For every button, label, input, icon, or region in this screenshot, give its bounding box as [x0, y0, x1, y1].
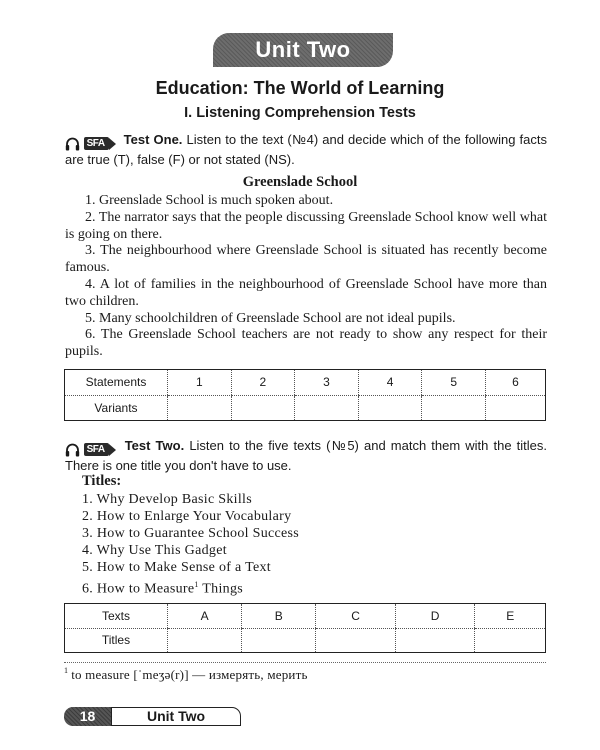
answer-table-one	[64, 369, 546, 421]
page-number: 18	[64, 707, 111, 726]
answer-cell[interactable]	[168, 395, 232, 420]
headphones-icon	[65, 443, 80, 457]
footer-unit-label: Unit Two	[111, 707, 241, 726]
statement-item: 6. The Greenslade School teachers are not ready to show any respect for their pupils.	[65, 327, 547, 360]
answer-cell[interactable]	[231, 395, 295, 420]
answer-cell[interactable]	[485, 395, 545, 420]
column-header: D	[395, 604, 475, 628]
test-two-instruction	[65, 437, 547, 474]
test-one-label: Test One.	[123, 132, 183, 147]
title-item: 4. Why Use This Gadget	[82, 543, 227, 558]
title-item-6-text: 6. How to Measure	[82, 581, 195, 597]
arrow-right-icon	[109, 444, 116, 456]
test-one-icons	[65, 134, 116, 151]
row-header-statements: Statements	[65, 370, 168, 395]
statements-list	[65, 193, 547, 361]
test-two-icons	[65, 440, 116, 457]
title-item: 2. How to Enlarge Your Vocabulary	[82, 509, 292, 524]
column-header: A	[168, 604, 242, 628]
section-title: I. Listening Comprehension Tests	[184, 105, 416, 121]
title-item-6	[82, 576, 299, 598]
title-item: 1. Why Develop Basic Skills	[82, 492, 252, 507]
statement-item: 2. The narrator says that the people discussing Greenslade School know well what is going on there.	[65, 209, 547, 242]
answer-table-two	[64, 603, 546, 653]
footnote-text: to measure [ˈmeʒə(r)] — измерять, мерить	[71, 667, 308, 682]
sfa-badge: SFA	[84, 443, 109, 456]
text-title: Greenslade School	[242, 174, 358, 190]
headphones-icon	[65, 137, 80, 151]
answer-cell[interactable]	[168, 628, 242, 652]
footnote-mark: 1	[194, 580, 199, 589]
statement-item: 3. The neighbourhood where Greenslade School is situated has recently become famous.	[65, 243, 547, 276]
answer-cell[interactable]	[422, 395, 486, 420]
titles-list	[82, 491, 299, 598]
test-one-instruction	[65, 131, 547, 168]
titles-label: Titles:	[82, 473, 122, 489]
title-item-6-tail: Things	[202, 581, 243, 597]
column-header: 3	[295, 370, 359, 395]
footnote-divider	[64, 662, 546, 663]
column-header: B	[242, 604, 316, 628]
column-header: 2	[231, 370, 295, 395]
answer-cell[interactable]	[316, 628, 396, 652]
statement-item: 1. Greenslade School is much spoken about.	[85, 193, 334, 208]
answer-cell[interactable]	[295, 395, 359, 420]
answer-cell[interactable]	[395, 628, 475, 652]
row-header-titles: Titles	[101, 633, 131, 648]
statement-item: 4. A lot of families in the neighbourhood of Greenslade School have more than two children.	[65, 276, 547, 309]
answer-cell[interactable]	[475, 628, 545, 652]
sfa-badge: SFA	[84, 137, 109, 150]
column-header: 4	[358, 370, 422, 395]
test-one-text: Listen to the text (№4) and decide which of the following facts are true (T), false (F) or not stated (NS).	[65, 132, 547, 167]
column-header: E	[475, 604, 545, 628]
title-item: 3. How to Guarantee School Success	[82, 526, 300, 541]
column-header: 1	[168, 370, 232, 395]
chapter-title: Education: The World of Learning	[155, 78, 445, 98]
test-two-text: Listen to the five texts (№5) and match them with the titles. There is one title you don't have to use.	[65, 438, 547, 473]
footnote	[64, 666, 308, 683]
column-header: 6	[485, 370, 545, 395]
column-header: C	[316, 604, 396, 628]
answer-cell[interactable]	[358, 395, 422, 420]
footnote-number: 1	[64, 666, 69, 675]
test-two-label: Test Two.	[124, 438, 185, 453]
column-header: 5	[422, 370, 486, 395]
statement-item: 5. Many schoolchildren of Greenslade School are not ideal pupils.	[85, 310, 456, 326]
row-header-texts: Texts	[65, 604, 168, 628]
row-header-variants: Variants	[94, 400, 138, 415]
answer-cell[interactable]	[242, 628, 316, 652]
unit-banner: Unit Two	[213, 33, 393, 67]
arrow-right-icon	[109, 138, 116, 150]
title-item: 5. How to Make Sense of a Text	[82, 560, 271, 575]
